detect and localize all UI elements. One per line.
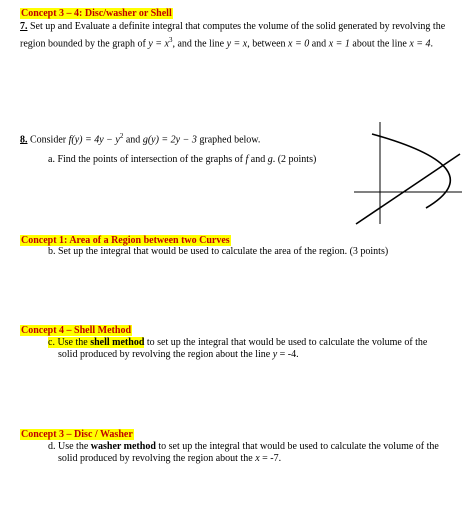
q8-graph — [352, 120, 466, 228]
sec-c-prefix: c. Use the — [48, 337, 91, 348]
q8-number: 8. — [20, 134, 28, 146]
sec-b-heading: Concept 1: Area of a Region between two Curves — [21, 235, 230, 246]
q8-part-a-end: . (2 points) — [272, 154, 317, 165]
q8-g-def: g(y) = 2y − 3 — [142, 134, 197, 146]
q8-after: graphed below. — [196, 134, 261, 146]
sec-c-line2-end: = -4. — [277, 349, 299, 360]
q8-f-def: f(y) = 4y − y — [68, 134, 120, 146]
q7-heading: Concept 3 – 4: Disc/washer or Shell — [21, 8, 172, 19]
sec-b-text: b. Set up the integral that would be used to calculate the area of the region. (3 points) — [48, 246, 389, 257]
q7-line2 — [20, 34, 433, 50]
sec-d-heading: Concept 3 – Disc / Washer — [21, 429, 133, 440]
q7-number: 7. — [20, 21, 28, 32]
q7-line1 — [20, 21, 445, 33]
q7-text-7: . — [430, 38, 433, 50]
sec-c-line1 — [48, 337, 427, 349]
q8-line1 — [20, 130, 260, 146]
graph-line-g — [356, 154, 460, 224]
sec-d-heading-row — [20, 429, 134, 441]
sec-d-line2-text: solid produced by revolving the region about the — [58, 453, 256, 464]
sec-c-rest: to set up the integral that would be used to calculate the volume of the — [144, 337, 428, 348]
q8-consider: Consider — [27, 134, 69, 146]
q7-text-2: region bounded by the graph of — [20, 38, 149, 50]
q8-f-exponent: 2 — [119, 132, 124, 140]
q7-eq-upper: x = 1 — [328, 38, 350, 50]
sec-d-line2 — [58, 453, 281, 465]
q8-part-a-f: f — [245, 154, 249, 165]
q8-part-a-text: a. Find the points of intersection of the graphs of — [48, 154, 246, 165]
sec-c-line2 — [58, 349, 299, 361]
q7-text-5: and — [309, 38, 329, 50]
q8-and: and — [123, 134, 143, 146]
sec-d-prefix: d. Use the — [48, 441, 91, 452]
sec-c-line2-text: solid produced by revolving the region about the line — [58, 349, 273, 360]
graph-parabola-f — [372, 134, 450, 208]
q7-eq-cubic: y = x — [148, 38, 169, 50]
q7-text-1: Set up and Evaluate a definite integral that computes the volume of the solid generated by revolving the — [27, 21, 446, 32]
sec-d-bold: washer method — [90, 441, 156, 452]
sec-d-line1 — [48, 441, 439, 453]
sec-c-bold: shell method — [90, 337, 145, 348]
q7-section — [20, 8, 173, 20]
q7-text-4: , between — [247, 38, 289, 50]
sec-c-heading: Concept 4 – Shell Method — [21, 325, 131, 336]
q8-part-a — [48, 154, 316, 166]
q8-part-a-g: g — [267, 154, 273, 165]
sec-c-heading-row — [20, 325, 132, 337]
q7-text-3: , and the line — [172, 38, 227, 50]
sec-d-line2-var: x — [255, 453, 260, 464]
q7-eq-lower: x = 0 — [288, 38, 310, 50]
q7-eq-axis: x = 4 — [409, 38, 431, 50]
q7-eq-line: y = x — [226, 38, 248, 50]
sec-c-line2-var: y — [272, 349, 278, 360]
sec-d-line2-end: = -7. — [259, 453, 282, 464]
q8-part-a-and: and — [248, 154, 268, 165]
sec-d-rest: to set up the integral that would be used to calculate the volume of the — [155, 441, 439, 452]
q7-exponent: 3 — [168, 36, 173, 44]
q7-text-6: about the line — [349, 38, 410, 50]
